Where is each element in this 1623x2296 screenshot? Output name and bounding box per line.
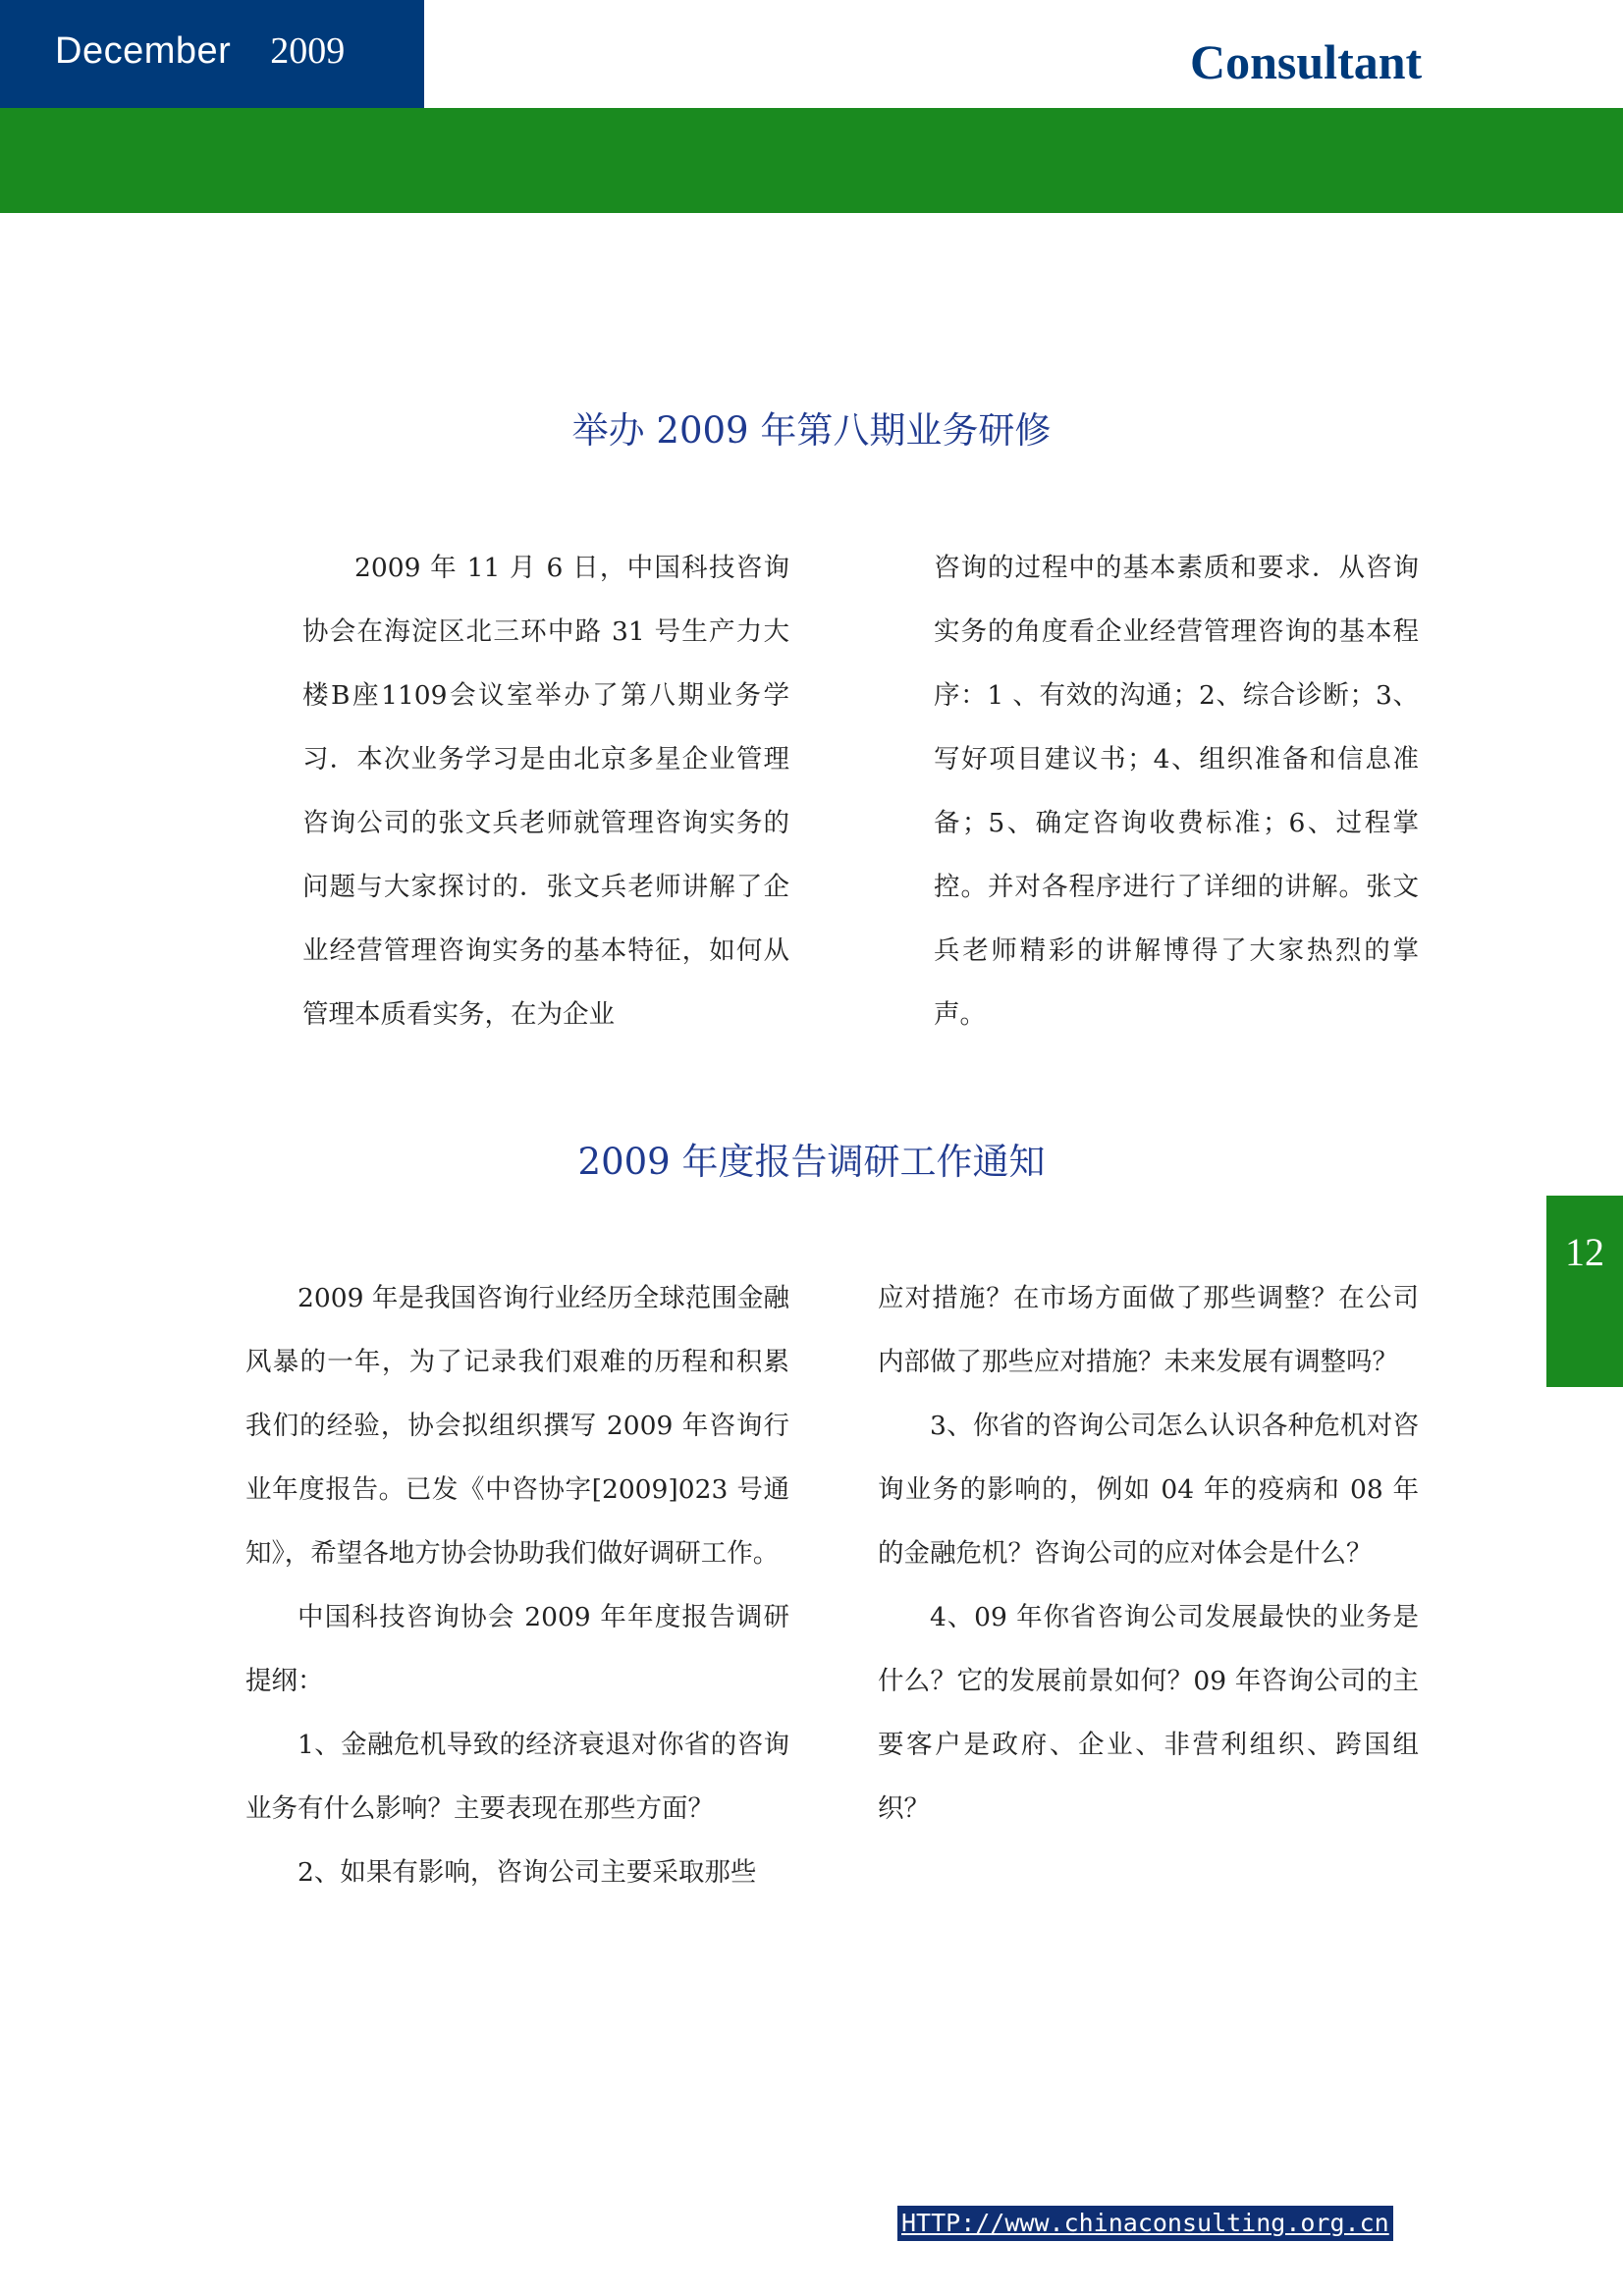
- paragraph: 4、09 年你省咨询公司发展最快的业务是什么？它的发展前景如何？09 年咨询公司的主要客户是政府、企业、非营利组织、跨国组织？: [878, 1602, 1419, 1824]
- paragraph: 2009 年是我国咨询行业经历全球范围金融风暴的一年，为了记录我们艰难的历程和积累我们的经验，协会拟组织撰写 2009 年咨询行业年度报告。已发《中咨协字[2009]023 号通知》，希望各地方协会协助我们做好调研工作。: [245, 1283, 789, 1569]
- paragraph: 2009 年 11 月 6 日，中国科技咨询协会在海淀区北三环中路 31 号生产力大楼B座1109会议室举办了第八期业务学习．本次业务学习是由北京多星企业管理咨询公司的张文兵老师就管理咨询实务的问题与大家探讨的．张文兵老师讲解了企业经营管理咨询实务的基本特征，如何从管理本质看实务，在为企业: [302, 553, 789, 1030]
- paragraph: 3、你省的咨询公司怎么认识各种危机对咨询业务的影响的，例如 04 年的疫病和 08 年的金融危机？咨询公司的应对体会是什么？: [878, 1411, 1419, 1569]
- header-year: 2009: [270, 30, 346, 72]
- magazine-title: Consultant: [1190, 34, 1423, 89]
- page-number-tab: [1546, 1196, 1623, 1387]
- paragraph: 中国科技咨询协会 2009 年年度报告调研提纲：: [245, 1602, 789, 1696]
- paragraph: 1、金融危机导致的经济衰退对你省的咨询业务有什么影响？主要表现在那些方面？: [245, 1730, 789, 1824]
- paragraph: 咨询的过程中的基本素质和要求．从咨询实务的角度看企业经营管理咨询的基本程序：1 、有效的沟通；2、综合诊断；3、写好项目建议书；4、组织准备和信息准备；5、确定咨询收费标准；6、过程掌控。并对各程序进行了详细的讲解。张文兵老师精彩的讲解博得了大家热烈的掌声。: [934, 553, 1419, 1030]
- section-column-right: [934, 536, 1419, 1046]
- header-month: December: [55, 29, 232, 72]
- section-column-left: [245, 1266, 789, 1904]
- header-date-block: [0, 0, 424, 108]
- paragraph: 应对措施？在市场方面做了那些调整？在公司内部做了那些应对措施？未来发展有调整吗？: [878, 1283, 1419, 1377]
- header-green-band: [0, 108, 1623, 213]
- page-number: 12: [1565, 1230, 1604, 1274]
- website-link[interactable]: HTTP://www.chinaconsulting.org.cn: [897, 2206, 1393, 2241]
- section-column-right: [878, 1266, 1419, 1841]
- paragraph: 2、如果有影响，咨询公司主要采取那些: [298, 1857, 757, 1888]
- section-title: 举办 2009 年第八期业务研修: [571, 409, 1052, 452]
- section-column-left: [302, 536, 789, 1046]
- section-title: 2009 年度报告调研工作通知: [577, 1141, 1046, 1183]
